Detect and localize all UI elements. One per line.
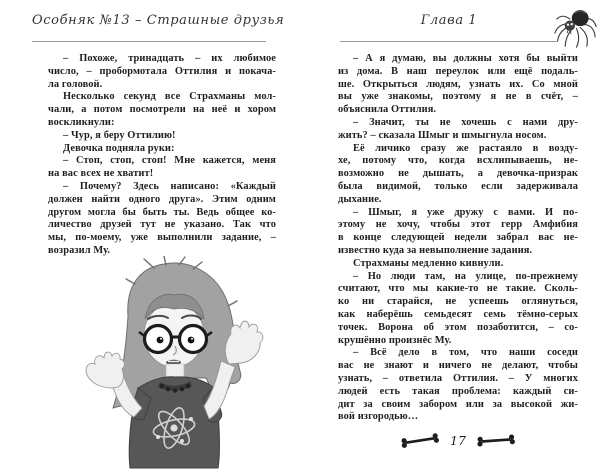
text-line: число, – пробормотала Оттилия и покача- <box>48 65 276 77</box>
text-line: Её личико сразу же растаяло в возду- <box>353 142 578 154</box>
text-line: известно куда за невыполнение задания. <box>338 244 533 256</box>
girl-shrugging-illustration <box>78 256 283 471</box>
left-page-header: Особняк №13 – Страшные друзья <box>32 13 285 28</box>
right-page-header: Глава 1 <box>420 13 478 28</box>
text-line: возможно не дышать, а девочка-призрак <box>338 168 578 180</box>
text-line: крушённо произнёс Му. <box>338 334 452 346</box>
text-line: из дома. В наш переулок или ещё подаль- <box>338 65 578 77</box>
paragraph <box>338 207 578 258</box>
paragraph <box>338 271 578 348</box>
page-footer <box>338 433 578 448</box>
text-line: точек. Ворона об этом позаботится, – со- <box>338 321 578 333</box>
text-line: дыхание. <box>338 193 382 205</box>
text-line: Страхманы медленно кивнули. <box>353 257 504 269</box>
paragraph <box>48 130 276 143</box>
text-line: ла головой. <box>48 78 103 90</box>
text-line: другом могла бы быть ты. Ведь общее ко- <box>48 206 276 218</box>
text-line: Девочка подняла руки: <box>63 142 175 154</box>
text-line: вы уже знакомы, поэтому я не в счёт, – <box>338 91 578 103</box>
text-line: – Стоп, стоп, стоп! Мне кажется, меня <box>63 155 276 167</box>
text-line: хе, потому что, когда всхлипываешь, не- <box>338 155 578 167</box>
text-line: вой изгородью… <box>338 411 419 423</box>
text-line: жить? – сказала Шмыг и шмыгнула носом. <box>338 129 547 141</box>
text-line: этому не хочу, чтобы этот герр Амфибия <box>338 219 578 231</box>
bone-icon <box>398 431 442 450</box>
bone-icon <box>475 433 518 449</box>
text-line: – А я думаю, вы должны хотя бы выйти <box>353 53 578 64</box>
text-line: возразил Му. <box>48 244 111 256</box>
text-line: должен найти одного друга». Этим одним <box>48 193 276 205</box>
text-line: в конце следующей недели забрал вас не- <box>338 232 578 244</box>
text-line: ко ни старайся, не успеешь оглянуться, <box>338 296 578 308</box>
text-line: как наберёшь семьдесят семь тёмно-серых <box>338 308 578 320</box>
text-line: – Похоже, тринадцать – их любимое <box>63 53 276 64</box>
page-number: 17 <box>450 433 466 448</box>
text-line: – Чур, я беру Оттилию! <box>63 129 176 141</box>
text-line: личество друзей тут не указано. Так что <box>48 219 276 231</box>
text-line: считают, что мы какие-то не такие. Сколь- <box>338 283 578 295</box>
right-header-rule <box>340 41 558 42</box>
paragraph <box>48 181 276 258</box>
text-line: – Шмыг, я уже дружу с вами. И по- <box>353 206 578 218</box>
text-line: – Всё дело в том, что наши соседи <box>353 347 578 359</box>
paragraph <box>48 143 276 156</box>
paragraph <box>48 53 276 91</box>
text-line: чали, а потом посмотрели на неё и хором <box>48 104 276 116</box>
text-line: узнать, – ответила Оттилия. – У многих <box>338 372 578 384</box>
text-line: на вас всех не хватит! <box>48 168 154 180</box>
paragraph <box>338 53 578 117</box>
text-line: людей есть такая проблема: каждый си- <box>338 385 578 397</box>
paragraph <box>338 143 578 207</box>
text-line: была видимой, только если задерживала <box>338 180 578 192</box>
text-line: объяснила Оттилия. <box>338 104 437 116</box>
paragraph <box>338 347 578 424</box>
spider-icon <box>553 5 598 50</box>
paragraph <box>338 117 578 143</box>
left-page-text <box>48 53 276 258</box>
text-line: – Значит, ты не хочешь с нами дру- <box>353 116 578 128</box>
right-page-text <box>338 53 578 424</box>
left-header-rule <box>32 41 266 42</box>
text-line: Несколько секунд все Страхманы мол- <box>63 91 276 103</box>
paragraph <box>48 155 276 181</box>
text-line: вас не знают и ничего не делают, чтобы <box>338 360 578 372</box>
paragraph <box>338 258 578 271</box>
text-line: воскликнули: <box>48 116 115 128</box>
text-line: дит за своим забором или за высокой жи- <box>338 398 578 410</box>
text-line: – Но люди там, на улице, по-прежнему <box>353 270 578 282</box>
text-line: ше. Открыться людям, узнать их. Со мной <box>338 78 578 90</box>
paragraph <box>48 91 276 129</box>
text-line: – Почему? Здесь написано: «Каждый <box>63 180 276 192</box>
text-line: мы, по-моему, уже выполнили задание, – <box>48 232 276 244</box>
